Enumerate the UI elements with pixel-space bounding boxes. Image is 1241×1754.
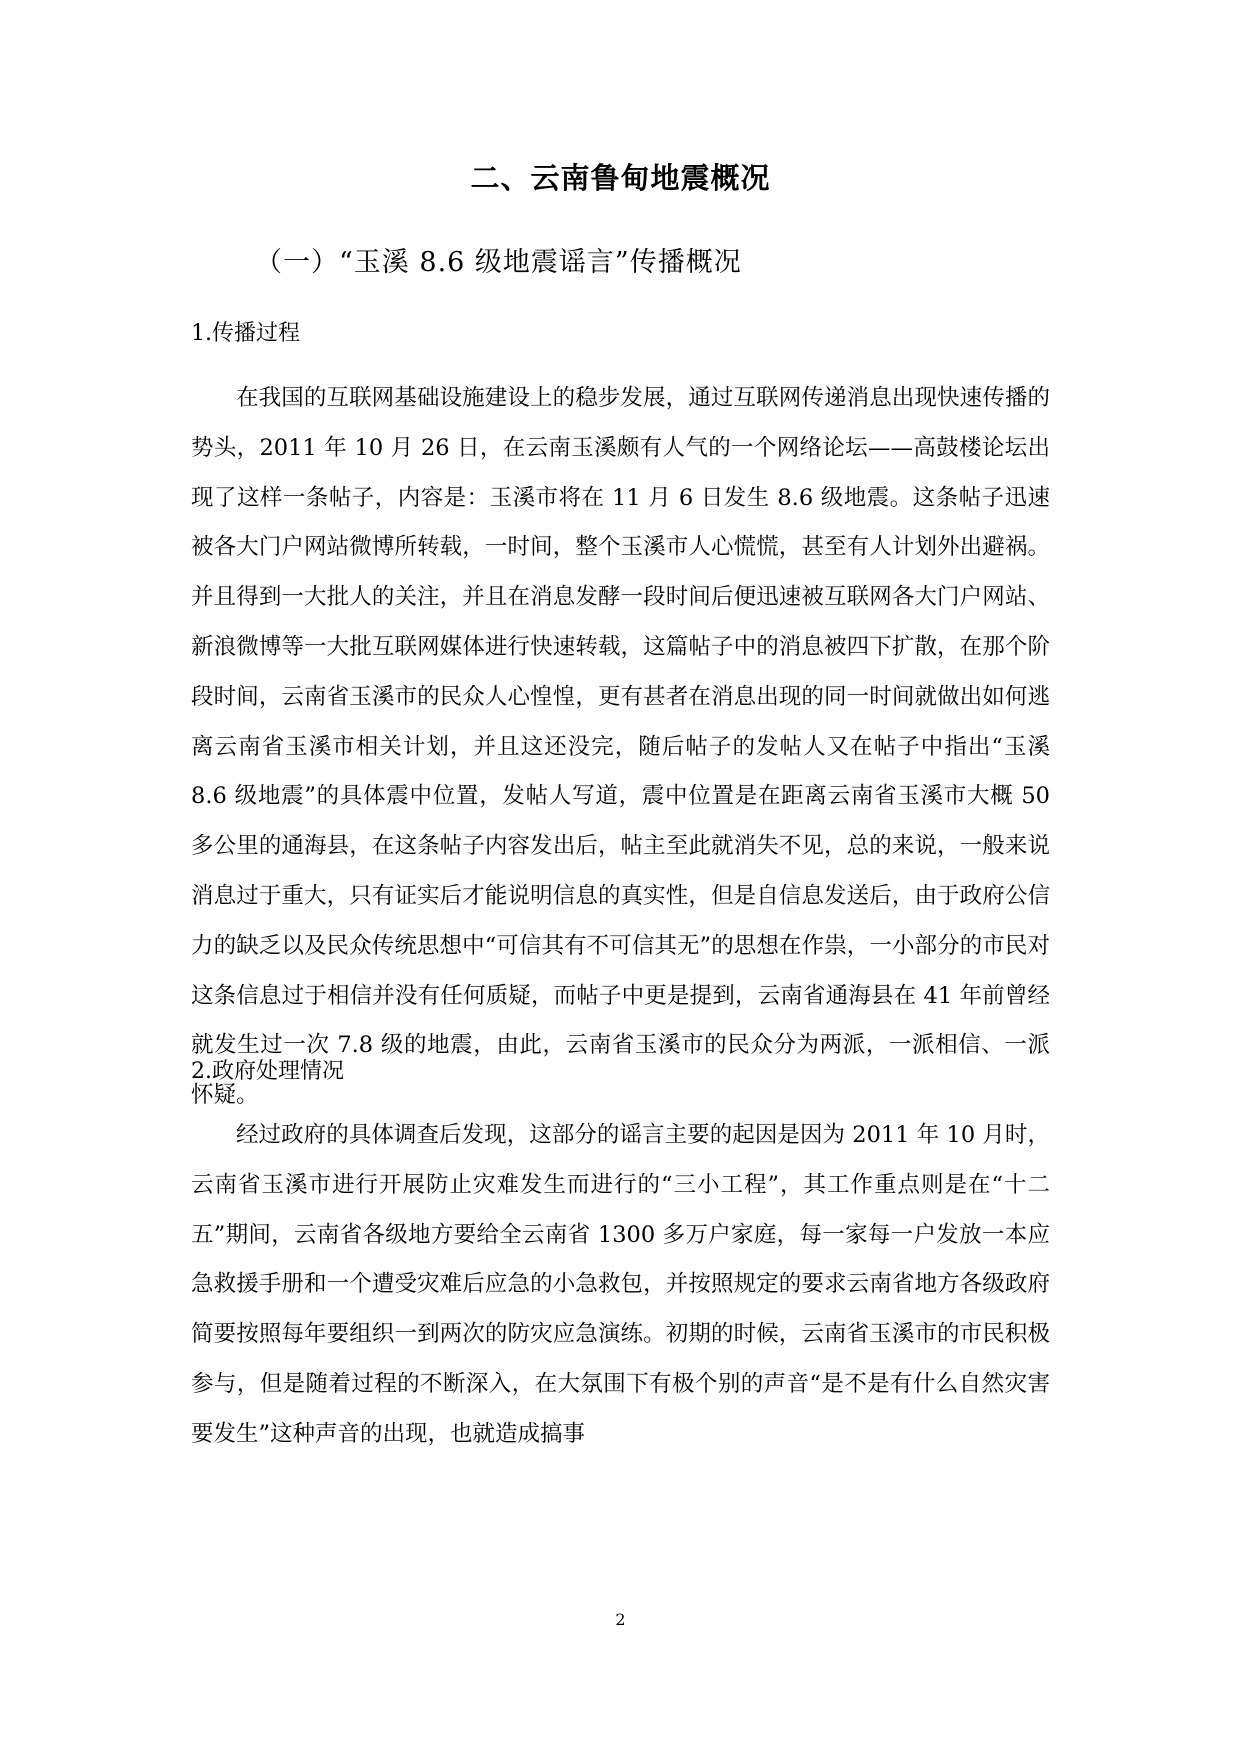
section-title: （一）“玉溪 8.6 级地震谣言”传播概况 bbox=[255, 247, 742, 278]
page-number: 2 bbox=[615, 1610, 626, 1629]
subsection-heading-government-handling: 2.政府处理情况 bbox=[191, 1059, 344, 1084]
chapter-title: 二、云南鲁甸地震概况 bbox=[470, 161, 771, 195]
paragraph-government-handling: 经过政府的具体调查后发现，这部分的谣言主要的起因是因为 2011 年 10 月时，云南省玉溪市进行开展防止灾难发生而进行的“三小工程”，其工作重点则是在“十二五”期间，云南省各级地方要给全云南省 1300 多万户家庭，每一家每一户发放一本应急救援手册和一个遭受灾难后应急的小急救包，并按照规定的要求云南省地方各级政府简要按照每年要组织一到两次的防灾应急演练。初期的时候，云南省玉溪市的市民积极参与，但是随着过程的不断深入，在大氛围下有极个别的声音“是不是有什么自然灾害要发生”这种声音的出现，也就造成搞事 bbox=[191, 1122, 1050, 1447]
paragraph-spread-process: 在我国的互联网基础设施建设上的稳步发展，通过互联网传递消息出现快速传播的势头，2011 年 10 月 26 日，在云南玉溪颇有人气的一个网络论坛——高鼓楼论坛出现了这样一条帖子，内容是：玉溪市将在 11 月 6 日发生 8.6 级地震。这条帖子迅速被各大门户网站微博所转载，一时间，整个玉溪市人心慌慌，甚至有人计划外出避祸。并且得到一大批人的关注，并且在消息发酵一段时间后便迅速被互联网各大门户网站、新浪微博等一大批互联网媒体进行快速转载，这篇帖子中的消息被四下扩散，在那个阶段时间，云南省玉溪市的民众人心惶惶，更有甚者在消息出现的同一时间就做出如何逃离云南省玉溪市相关计划，并且这还没完，随后帖子的发帖人又在帖子中指出“玉溪 8.6 级地震”的具体震中位置，发帖人写道，震中位置是在距离云南省玉溪市大概 50 多公里的通海县，在这条帖子内容发出后，帖主至此就消失不见，总的来说，一般来说消息过于重大，只有证实后才能说明信息的真实性，但是自信息发送后，由于政府公信力的缺乏以及民众传统思想中“可信其有不可信其无”的思想在作祟，一小部分的市民对这条信息过于相信并没有任何质疑，而帖子中更是提到，云南省通海县在 41 年前曾经就发生过一次 7.8 级的地震，由此，云南省玉溪市的民众分为两派，一派相信、一派怀疑。 bbox=[191, 385, 1050, 1109]
subsection-heading-spread-process: 1.传播过程 bbox=[191, 321, 300, 346]
